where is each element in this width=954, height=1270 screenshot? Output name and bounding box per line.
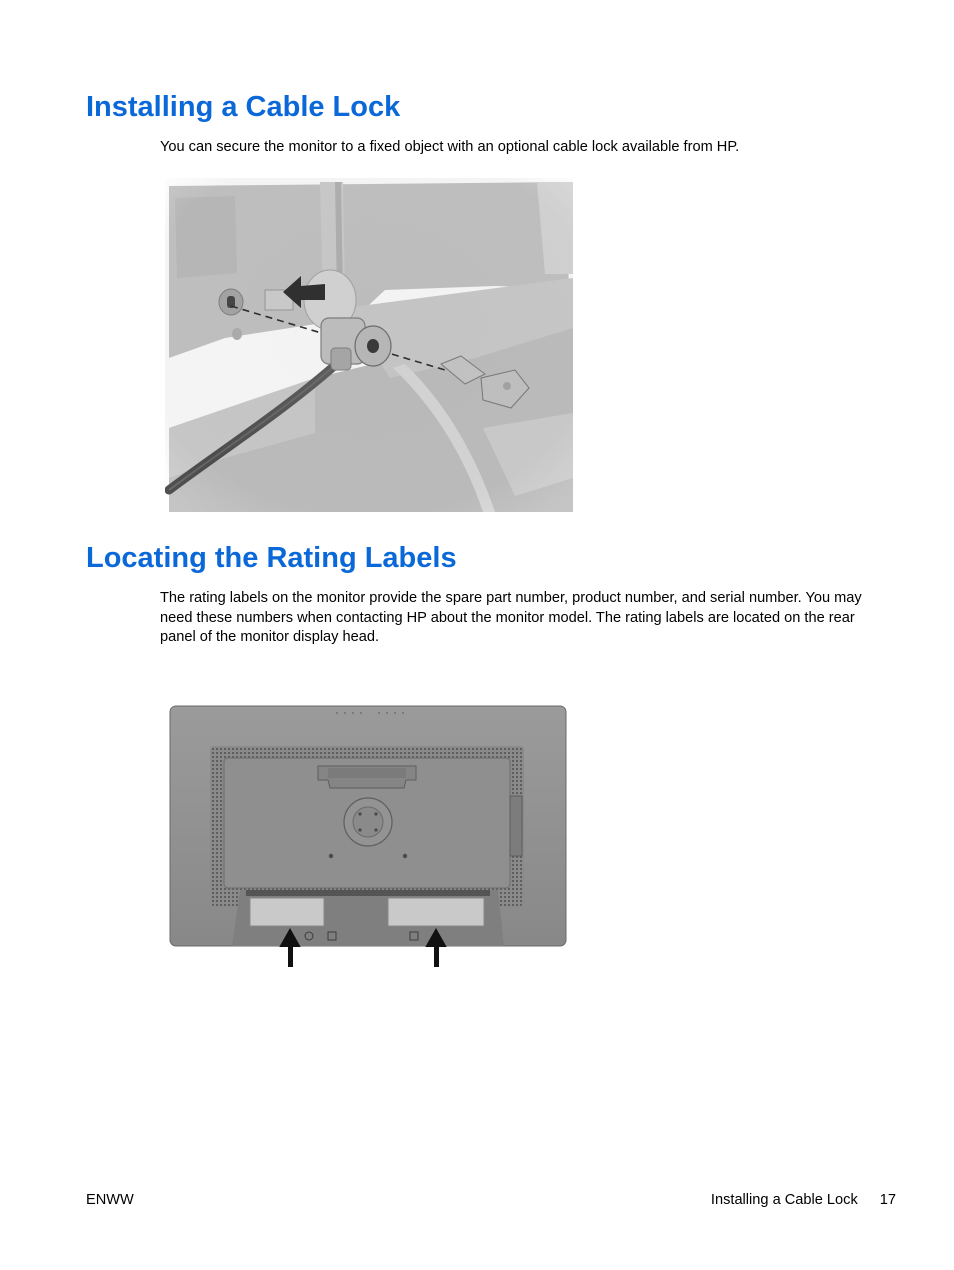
section-body-rating-labels: The rating labels on the monitor provide the spare part number, product number, and serial number. You may need these numbers when contacting HP about the monitor model. The rating labels are located on the rear panel of the monitor display head.: [160, 590, 862, 645]
footer-left-label: ENWW: [86, 1192, 134, 1208]
section-title-cable-lock: Installing a Cable Lock: [86, 91, 401, 123]
footer-section-title: Installing a Cable Lock: [710, 1192, 858, 1208]
cable-lock-illustration: [165, 178, 573, 512]
section-body-cable-lock: You can secure the monitor to a fixed object with an optional cable lock available from HP.: [160, 139, 740, 155]
rating-labels-illustration: [168, 704, 568, 970]
footer-right: [711, 1192, 896, 1208]
page-number: 17: [879, 1192, 896, 1208]
section-title-rating-labels: Locating the Rating Labels: [86, 542, 457, 574]
